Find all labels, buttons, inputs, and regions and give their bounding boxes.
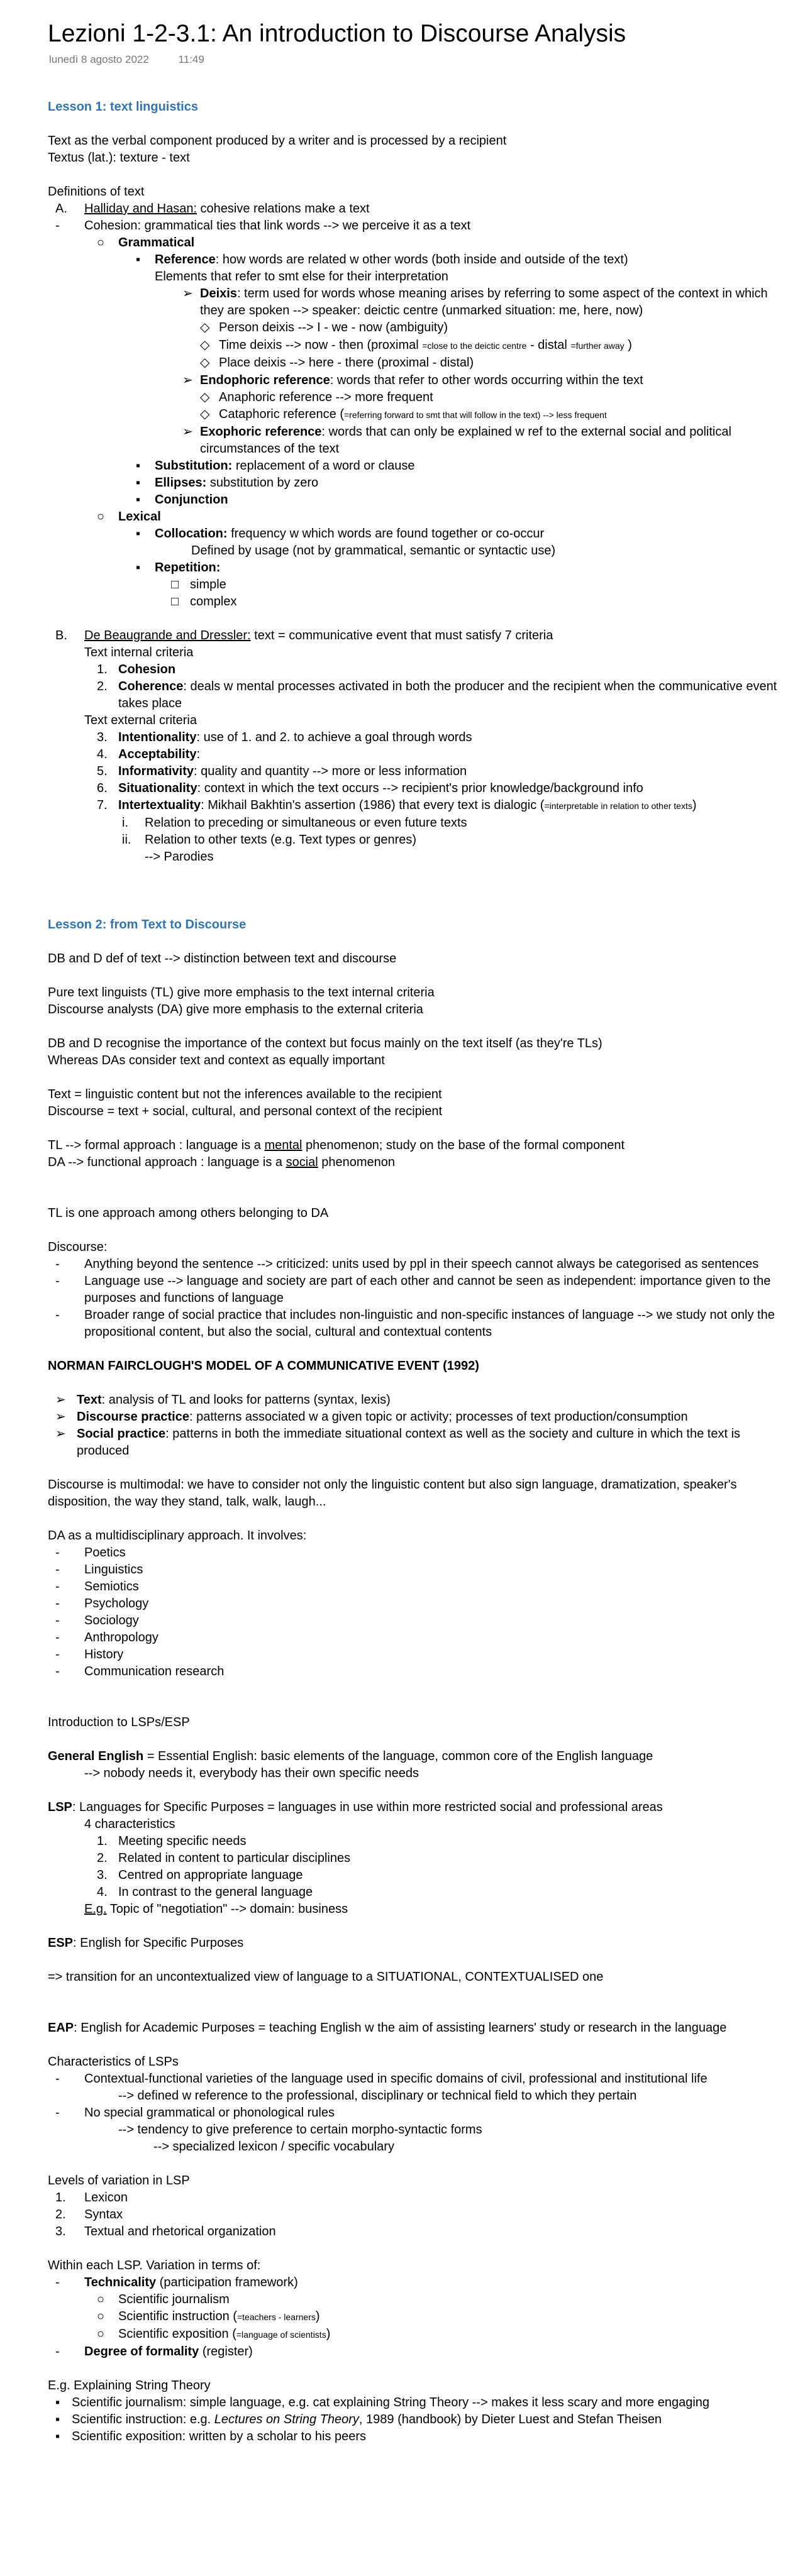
list-item: ➢ Deixis: term used for words whose meaning arises by referring to some aspect of the context in which they are spoken --> speaker: deictic centre (unmarked situation: me, here, now)	[182, 287, 768, 317]
list-item: ➢ Social practice: patterns in both the immediate situational context as well as the society and culture in which the text is produced	[55, 1427, 741, 1458]
paragraph: --> defined w reference to the professional, disciplinary or technical field to which they pertain	[118, 2089, 637, 2103]
list-item: - Semiotics	[55, 1580, 139, 1593]
list-item: 1. Cohesion	[97, 663, 176, 676]
paragraph: DA --> functional approach : language is a social phenomenon	[48, 1155, 396, 1169]
paragraph: Elements that refer to smt else for their interpretation	[155, 270, 448, 283]
deixis-list	[48, 319, 790, 372]
list-item: ➢ Endophoric reference: words that refer to other words occurring within the text	[182, 373, 643, 387]
paragraph: Defined by usage (not by grammatical, semantic or syntactic use)	[191, 544, 556, 558]
list-item: ii. Relation to other texts (e.g. Text types or genres)	[122, 833, 417, 847]
paragraph: ESP: English for Specific Purposes	[48, 1936, 244, 1950]
list-item: - No special grammatical or phonological rules	[55, 2106, 335, 2120]
paragraph: 4 characteristics	[84, 1817, 175, 1831]
list-item: 5. Informativity: quality and quantity --> more or less information	[97, 764, 467, 778]
criteria-external-list	[48, 729, 790, 797]
list-item: □ complex	[171, 595, 237, 608]
page-time: 11:49	[178, 53, 204, 65]
list-item: ▪ Substitution: replacement of a word or clause	[136, 459, 415, 473]
list-item: ○ Scientific exposition (=language of scientists)	[97, 2327, 331, 2341]
list-item: ▪ Scientific journalism: simple language, e.g. cat explaining String Theory --> makes it less scary and more engaging	[55, 2396, 710, 2409]
lesson2-heading: Lesson 2: from Text to Discourse	[48, 918, 247, 932]
list-item: - Language use --> language and society are part of each other and cannot be seen as independent: importance given to the purposes and functions of language	[55, 1274, 771, 1305]
list-item: 2. Coherence: deals w mental processes activated in both the producer and the recipient when the communicative event takes place	[97, 680, 777, 710]
list-item: - Anything beyond the sentence --> criticized: units used by ppl in their speech cannot always be categorised as sentences	[55, 1257, 759, 1271]
list-item: ▪ Reference: how words are related w other words (both inside and outside of the text)	[136, 253, 628, 267]
list-item: ◇ Person deixis --> I - we - now (ambiguity)	[200, 321, 448, 334]
list-item: A. Halliday and Hasan: cohesive relations make a text	[55, 202, 370, 216]
list-item: - Psychology	[55, 1597, 149, 1610]
paragraph: --> Parodies	[145, 850, 214, 864]
paragraph: Discourse analysts (DA) give more emphasis to the external criteria	[48, 1003, 423, 1016]
paragraph: EAP: English for Academic Purposes = teaching English w the aim of assisting learners' study or research in the language	[48, 2021, 727, 2035]
paragraph: Text = linguistic content but not the inferences available to the recipient	[48, 1087, 442, 1101]
paragraph: Text internal criteria	[84, 646, 194, 659]
paragraph: Introduction to LSPs/ESP	[48, 1715, 190, 1729]
list-item: □ simple	[171, 578, 226, 592]
paragraph: DB and D def of text --> distinction between text and discourse	[48, 952, 397, 966]
list-item: - History	[55, 1648, 124, 1661]
list-item: ➢ Exophoric reference: words that can only be explained w ref to the external social and political circumstances of the text	[182, 425, 731, 456]
list-item: 7. Intertextuality: Mikhail Bakhtin's assertion (1986) that every text is dialogic (=interpretable in relation to other texts)	[97, 798, 697, 812]
paragraph: Characteristics of LSPs	[48, 2055, 179, 2069]
paragraph: => transition for an uncontextualized view of language to a SITUATIONAL, CONTEXTUALISED one	[48, 1970, 604, 1984]
paragraph: Textus (lat.): texture - text	[48, 151, 190, 165]
paragraph: Discourse is multimodal: we have to consider not only the linguistic content but also sign language, dramatization, speaker's disposition, the way they stand, talk, walk, laugh...	[48, 1478, 737, 1509]
list-item: 3. Centred on appropriate language	[97, 1868, 303, 1882]
paragraph: Whereas DAs consider text and context as equally important	[48, 1054, 385, 1067]
fairclough-list	[48, 1392, 790, 1460]
list-item: 4. Acceptability:	[97, 747, 201, 761]
list-item: ▪ Collocation: frequency w which words are found together or co-occur	[136, 527, 545, 541]
list-item: - Broader range of social practice that includes non-linguistic and non-specific instances of language --> we study not only the propositional content, but also the social, cultural and contextual contents	[55, 1308, 775, 1339]
list-item: - Technicality (participation framework)	[55, 2276, 298, 2289]
list-item: ○ Scientific journalism	[97, 2293, 230, 2306]
list-item: - Linguistics	[55, 1563, 143, 1577]
list-item: 2. Syntax	[55, 2208, 123, 2221]
characteristics-list	[48, 1833, 790, 1901]
paragraph: Definitions of text	[48, 185, 145, 199]
list-item: i. Relation to preceding or simultaneous or even future texts	[122, 816, 467, 830]
list-item: - Anthropology	[55, 1631, 158, 1644]
levels-list	[48, 2189, 790, 2240]
note-body	[48, 82, 790, 2445]
paragraph: Levels of variation in LSP	[48, 2174, 190, 2188]
list-item: - Contextual-functional varieties of the language used in specific domains of civil, professional and institutional life	[55, 2072, 708, 2086]
paragraph: DA as a multidisciplinary approach. It involves:	[48, 1529, 307, 1543]
paragraph: Text as the verbal component produced by a writer and is processed by a recipient	[48, 134, 507, 148]
list-item: ○ Lexical	[97, 510, 161, 524]
paragraph: Text external criteria	[84, 713, 197, 727]
paragraph: --> specialized lexicon / specific vocabulary	[153, 2140, 394, 2154]
list-item: ➢ Text: analysis of TL and looks for patterns (syntax, lexis)	[55, 1393, 391, 1407]
list-item: ◇ Anaphoric reference --> more frequent	[200, 390, 433, 404]
list-item: ➢ Discourse practice: patterns associated w a given topic or activity; processes of text production/consumption	[55, 1410, 688, 1424]
paragraph: Discourse:	[48, 1240, 108, 1254]
discourse-list	[48, 1256, 790, 1341]
paragraph: --> tendency to give preference to certain morpho-syntactic forms	[118, 2123, 482, 2137]
paragraph: E.g. Explaining String Theory	[48, 2379, 211, 2392]
fairclough-heading: NORMAN FAIRCLOUGH'S MODEL OF A COMMUNICATIVE EVENT (1992)	[48, 1359, 479, 1373]
list-item: ◇ Cataphoric reference (=referring forward to smt that will follow in the text) --> less frequent	[200, 407, 607, 421]
list-item: - Cohesion: grammatical ties that link words --> we perceive it as a text	[55, 219, 471, 233]
page-meta	[49, 53, 231, 66]
paragraph: TL --> formal approach : language is a mental phenomenon; study on the base of the formal component	[48, 1138, 625, 1152]
list-item: 1. Meeting specific needs	[97, 1834, 247, 1848]
list-item: - Communication research	[55, 1665, 225, 1678]
paragraph: --> nobody needs it, everybody has their own specific needs	[84, 1766, 419, 1780]
page-title: Lezioni 1-2-3.1: An introduction to Discourse Analysis	[48, 20, 626, 47]
list-item: 1. Lexicon	[55, 2191, 128, 2204]
list-item: ▪ Repetition:	[136, 561, 221, 575]
list-item: - Poetics	[55, 1546, 126, 1560]
paragraph: DB and D recognise the importance of the context but focus mainly on the text itself (as they're TLs)	[48, 1037, 602, 1050]
list-item: B. De Beaugrande and Dressler: text = communicative event that must satisfy 7 criteria	[55, 629, 553, 642]
list-item: - Sociology	[55, 1614, 139, 1627]
list-item: 2. Related in content to particular disciplines	[97, 1851, 351, 1865]
list-item: ▪ Scientific instruction: e.g. Lectures on String Theory, 1989 (handbook) by Dieter Luest and Stefan Theisen	[55, 2413, 662, 2426]
list-item: 6. Situationality: context in which the text occurs --> recipient's prior knowledge/background info	[97, 781, 643, 795]
paragraph: TL is one approach among others belonging to DA	[48, 1206, 329, 1220]
list-item: ▪ Ellipses: substitution by zero	[136, 476, 319, 490]
list-item: ▪ Scientific exposition: written by a scholar to his peers	[55, 2430, 366, 2443]
list-item: ○ Grammatical	[97, 236, 195, 250]
paragraph: Discourse = text + social, cultural, and personal context of the recipient	[48, 1104, 443, 1118]
list-item: ▪ Conjunction	[136, 493, 228, 507]
list-item: 4. In contrast to the general language	[97, 1885, 313, 1899]
list-item: 3. Intentionality: use of 1. and 2. to achieve a goal through words	[97, 730, 472, 744]
paragraph: Pure text linguists (TL) give more emphasis to the text internal criteria	[48, 986, 435, 999]
paragraph: LSP: Languages for Specific Purposes = languages in use within more restricted social and professional areas	[48, 1800, 663, 1814]
list-item: ◇ Place deixis --> here - there (proximal - distal)	[200, 356, 474, 370]
disciplines-list	[48, 1544, 790, 1680]
paragraph: E.g. Topic of "negotiation" --> domain: business	[84, 1902, 348, 1916]
paragraph: General English = Essential English: basic elements of the language, common core of the English language	[48, 1749, 653, 1763]
criteria-internal-list	[48, 661, 790, 712]
list-item: 3. Textual and rhetorical organization	[55, 2225, 276, 2238]
lesson1-heading: Lesson 1: text linguistics	[48, 100, 198, 114]
paragraph: Within each LSP. Variation in terms of:	[48, 2259, 261, 2272]
list-item: - Degree of formality (register)	[55, 2345, 253, 2359]
page-date: lunedì 8 agosto 2022	[49, 53, 149, 65]
list-item: ◇ Time deixis --> now - then (proximal =close to the deictic centre - distal =further away )	[200, 338, 632, 352]
list-item: ○ Scientific instruction (=teachers - learners)	[97, 2309, 320, 2323]
